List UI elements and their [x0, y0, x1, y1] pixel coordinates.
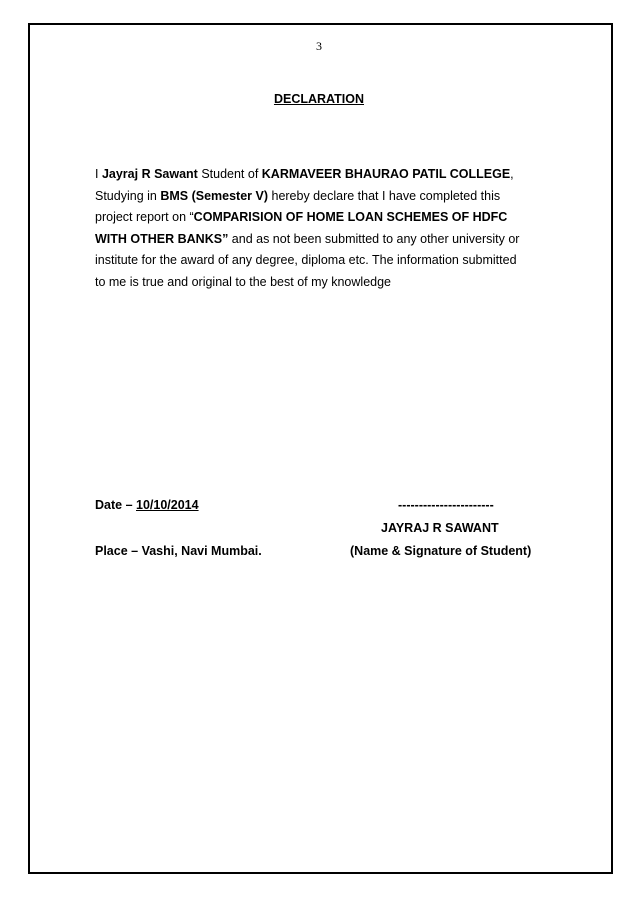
declaration-line-5: institute for the award of any degree, diploma etc. The information submitted: [95, 253, 517, 267]
declaration-text: I: [95, 167, 102, 181]
declaration-text: hereby declare that I have completed this: [268, 188, 501, 203]
college-name: KARMAVEER BHAURAO PATIL COLLEGE: [261, 167, 511, 181]
declaration-line-3: [95, 207, 555, 229]
student-name: JAYRAJ R SAWANT: [381, 521, 499, 535]
date-label: Date –: [95, 498, 136, 512]
page-title: DECLARATION: [273, 92, 365, 106]
student-name-inline: Jayraj R Sawant: [101, 167, 198, 181]
signature-caption: (Name & Signature of Student): [350, 544, 532, 558]
declaration-text: ,: [510, 167, 514, 181]
project-title: COMPARISION OF HOME LOAN SCHEMES OF HDFC: [193, 210, 508, 224]
course-name: BMS (Semester V): [160, 188, 269, 203]
declaration-text: Student of: [197, 167, 262, 181]
declaration-line-1: [95, 164, 555, 186]
declaration-text: and as not been submitted to any other university or: [228, 231, 520, 246]
declaration-paragraph: [95, 164, 555, 293]
page-border: [28, 23, 613, 874]
declaration-line-2: [95, 186, 555, 208]
declaration-text: project report on “: [95, 210, 194, 224]
page-number: 3: [316, 39, 322, 53]
declaration-line-4: [95, 229, 555, 251]
date-line: [95, 498, 199, 512]
signature-line: -----------------------: [398, 498, 494, 512]
project-title: WITH OTHER BANKS”: [95, 231, 229, 246]
date-value: 10/10/2014: [136, 498, 199, 512]
declaration-text: Studying in: [95, 188, 161, 203]
place-line: Place – Vashi, Navi Mumbai.: [95, 544, 262, 558]
declaration-line-6: to me is true and original to the best of my knowledge: [95, 274, 391, 289]
